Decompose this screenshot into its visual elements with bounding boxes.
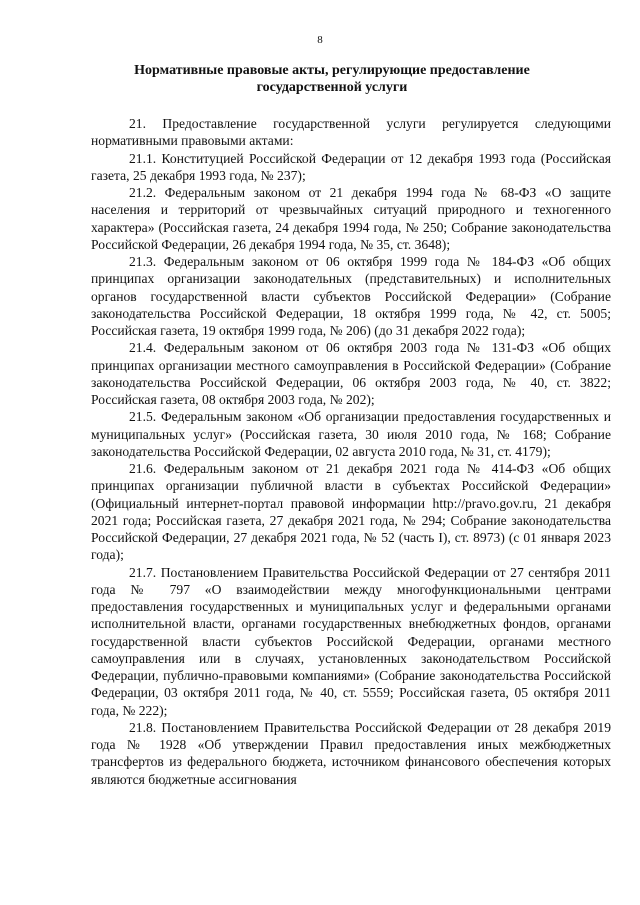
section-heading-line-2: государственной услуги [256, 80, 408, 95]
paragraph-21-5: 21.5. Федеральным законом «Об организации предоставления государственных и муниципальных услуг» (Российская газета, 30 июля 2010 года, № 168; Собрание законодательства Российской Федерации, 02 августа 2010 года, № 31, ст. 4179); [91, 409, 611, 459]
section-heading [90, 62, 574, 96]
section-heading-line-1: Нормативные правовые акты, регулирующие предоставление [134, 63, 530, 78]
paragraph-21-2: 21.2. Федеральным законом от 21 декабря 1994 года № 68-ФЗ «О защите населения и территорий от чрезвычайных ситуаций природного и техногенного характера» (Российская газета, 24 декабря 1994 года, № 250; Собрание законодательства Российской Федерации, 26 декабря 1994 года, № 35, ст. 3648); [91, 185, 611, 252]
paragraph-21: 21. Предоставление государственной услуги регулируется следующими нормативными правовыми актами: [91, 116, 611, 149]
paragraph-21-7: 21.7. Постановлением Правительства Российской Федерации от 27 сентября 2011 года № 797 «О взаимодействии между многофункциональными центрами предоставления государственных и муниципальных услуг и федеральными органами исполнительной власти, органами государственных внебюджетных фондов, органами государственной власти субъектов Российской Федерации, органами местного самоуправления или в случаях, установленных законодательством Российской Федерации, публично-правовыми компаниями» (Собрание законодательства Российской Федерации, 03 октября 2011 года, № 40, ст. 5559; Российская газета, 05 октября 2011 года, № 222); [91, 564, 611, 718]
paragraph-21-6: 21.6. Федеральным законом от 21 декабря 2021 года № 414-ФЗ «Об общих принципах организации публичной власти в субъектах Российской Федерации» (Официальный интернет-портал правовой информации http://pravo.gov.ru, 21 декабря 2021 года; Российская газета, 27 декабря 2021 года, № 294; Собрание законодательства Российской Федерации, 27 декабря 2021 года, № 52 (часть I), ст. 8973) (с 01 января 2023 года); [91, 461, 611, 563]
paragraph-21-4: 21.4. Федеральным законом от 06 октября 2003 года № 131-ФЗ «Об общих принципах организации местного самоуправления в Российской Федерации» (Собрание законодательства Российской Федерации, 06 октября 2003 года, № 40, ст. 3822; Российская газета, 08 октября 2003 года, № 202); [91, 340, 611, 407]
paragraph-21-3: 21.3. Федеральным законом от 06 октября 1999 года № 184-ФЗ «Об общих принципах организации законодательных (представительных) и исполнительных органов государственной власти субъектов Российской Федерации» (Собрание законодательства Российской Федерации, 18 октября 1999 года, № 42, ст. 5005; Российская газета, 19 октября 1999 года, № 206) (до 31 декабря 2022 года); [91, 254, 611, 338]
document-body [91, 115, 611, 788]
page-number: 8 [317, 34, 323, 46]
paragraph-21-1: 21.1. Конституцией Российской Федерации от 12 декабря 1993 года (Российская газета, 25 декабря 1993 года, № 237); [91, 150, 611, 183]
paragraph-21-8: 21.8. Постановлением Правительства Российской Федерации от 28 декабря 2019 года № 1928 «Об утверждении Правил предоставления иных межбюджетных трансфертов из федерального бюджета, источником финансового обеспечения которых являются бюджетные ассигнования [91, 719, 611, 787]
